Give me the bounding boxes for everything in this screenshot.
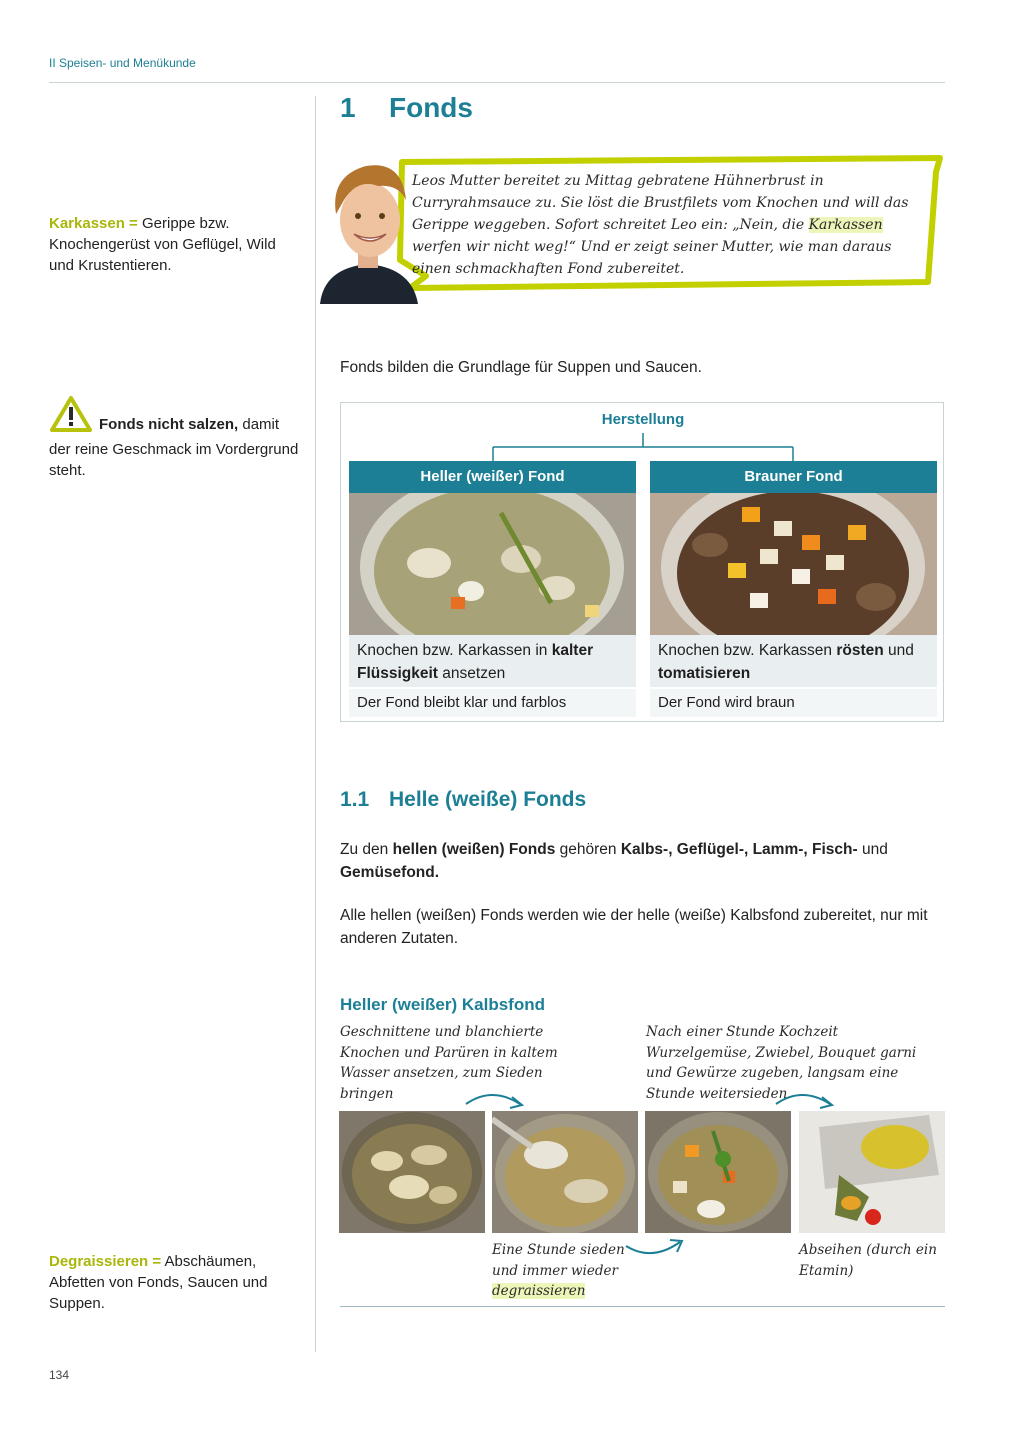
desc-text: und	[883, 642, 914, 659]
kalbsfond-title: Heller (weißer) Kalbsfond	[340, 995, 545, 1014]
warning-bold: Fonds nicht salzen,	[99, 416, 239, 433]
fond-result: Der Fond wird braun	[650, 689, 937, 717]
light-stock-photo	[349, 493, 636, 635]
desc-text: Knochen bzw. Karkassen	[658, 642, 837, 659]
herstellung-title: Herstellung	[601, 411, 685, 428]
bottom-rule	[340, 1306, 945, 1307]
arrow-icon	[622, 1236, 688, 1260]
caption-text: Eine Stunde sieden und immer wieder	[492, 1242, 625, 1279]
warning-text: damit der reine Geschmack im Vordergrund steht.	[49, 416, 299, 479]
margin-definition: Gerippe bzw. Knochengerüst von Geflügel, Wild und Krustentieren.	[49, 215, 276, 274]
brown-stock-photo	[650, 493, 937, 635]
margin-note-karkassen	[49, 213, 299, 276]
header-rule	[49, 82, 945, 83]
chapter-number: 1	[340, 92, 356, 123]
step-3-photo	[645, 1111, 791, 1233]
para-text: Zu den	[340, 841, 393, 858]
margin-note-warning	[49, 395, 299, 481]
margin-note-degraissieren	[49, 1251, 299, 1314]
herstellung-box	[340, 402, 944, 722]
step-2-caption	[492, 1240, 632, 1302]
step-3-caption: Nach einer Stunde Kochzeit Wurzelgemüse, Zwiebel, Bouquet garni und Gewürze zugeben, langsam eine Stunde weitersieden	[646, 1024, 917, 1102]
arrow-icon	[462, 1088, 528, 1112]
fond-column-braun	[650, 461, 937, 717]
margin-definition: Abschäumen, Abfetten von Fonds, Saucen und Suppen.	[49, 1253, 268, 1312]
column-divider	[315, 96, 316, 1352]
step-4-caption: Abseihen (durch ein Etamin)	[799, 1242, 937, 1279]
intro-text: Fonds bilden die Grundlage für Suppen und Saucen.	[340, 359, 702, 376]
fond-description	[650, 635, 937, 687]
step-1-photo	[339, 1111, 485, 1233]
boy-avatar	[318, 156, 418, 304]
margin-term: Degraissieren =	[49, 1253, 162, 1270]
para-bold: hellen (weißen) Fonds	[392, 841, 556, 858]
paragraph-preparation: Alle hellen (weißen) Fonds werden wie der helle (weiße) Kalbsfond zubereitet, nur mit anderen Zutaten.	[340, 907, 928, 947]
arrow-icon	[772, 1088, 838, 1112]
para-text: und	[857, 841, 888, 858]
paragraph-fond-types	[340, 838, 945, 884]
running-head: II Speisen- und Menükunde	[49, 56, 196, 70]
fond-heading: Brauner Fond	[650, 461, 937, 493]
page-number: 134	[49, 1368, 70, 1382]
desc-text: Knochen bzw. Karkassen in	[357, 642, 552, 659]
story-part-1: Leos Mutter bereitet zu Mittag gebratene Hühnerbrust in Curryrahmsauce zu. Sie löst die Brustfilets vom Knochen und will das Gerippe weggeben. Sofort schreitet Leo ein: „Nein, die	[412, 173, 909, 233]
step-4-photo	[799, 1111, 945, 1233]
desc-bold: kalter Flüssigkeit	[357, 642, 594, 682]
story-part-2: werfen wir nicht weg!“ Und er zeigt seiner Mutter, wie man daraus einen schmackhaften Fond zubereitet.	[412, 239, 892, 277]
connector-lines	[341, 431, 945, 463]
para-text: gehören	[555, 841, 621, 858]
desc-text: ansetzen	[437, 665, 506, 682]
step-2-photo	[492, 1111, 638, 1233]
caption-highlight: degraissieren	[492, 1283, 586, 1299]
para-bold: Kalbs-, Geflügel-, Lamm-, Fisch-	[620, 841, 858, 858]
para-bold: Gemüsefond.	[340, 864, 440, 881]
story-text	[412, 170, 922, 280]
fond-column-hell	[349, 461, 636, 717]
section-number: 1.1	[340, 788, 370, 811]
section-title: Helle (weiße) Fonds	[389, 788, 587, 811]
fond-description	[349, 635, 636, 687]
desc-bold: tomatisieren	[658, 665, 751, 682]
chapter-title: Fonds	[389, 92, 473, 123]
story-highlight: Karkassen	[808, 217, 883, 233]
fond-heading: Heller (weißer) Fond	[349, 461, 636, 493]
margin-term: Karkassen =	[49, 215, 138, 232]
desc-bold: rösten	[836, 642, 884, 659]
step-1-caption: Geschnittene und blanchierte Knochen und Parüren in kaltem Wasser ansetzen, zum Sieden bringen	[340, 1024, 558, 1102]
fond-result: Der Fond bleibt klar und farblos	[349, 689, 636, 717]
warning-icon	[49, 395, 93, 439]
